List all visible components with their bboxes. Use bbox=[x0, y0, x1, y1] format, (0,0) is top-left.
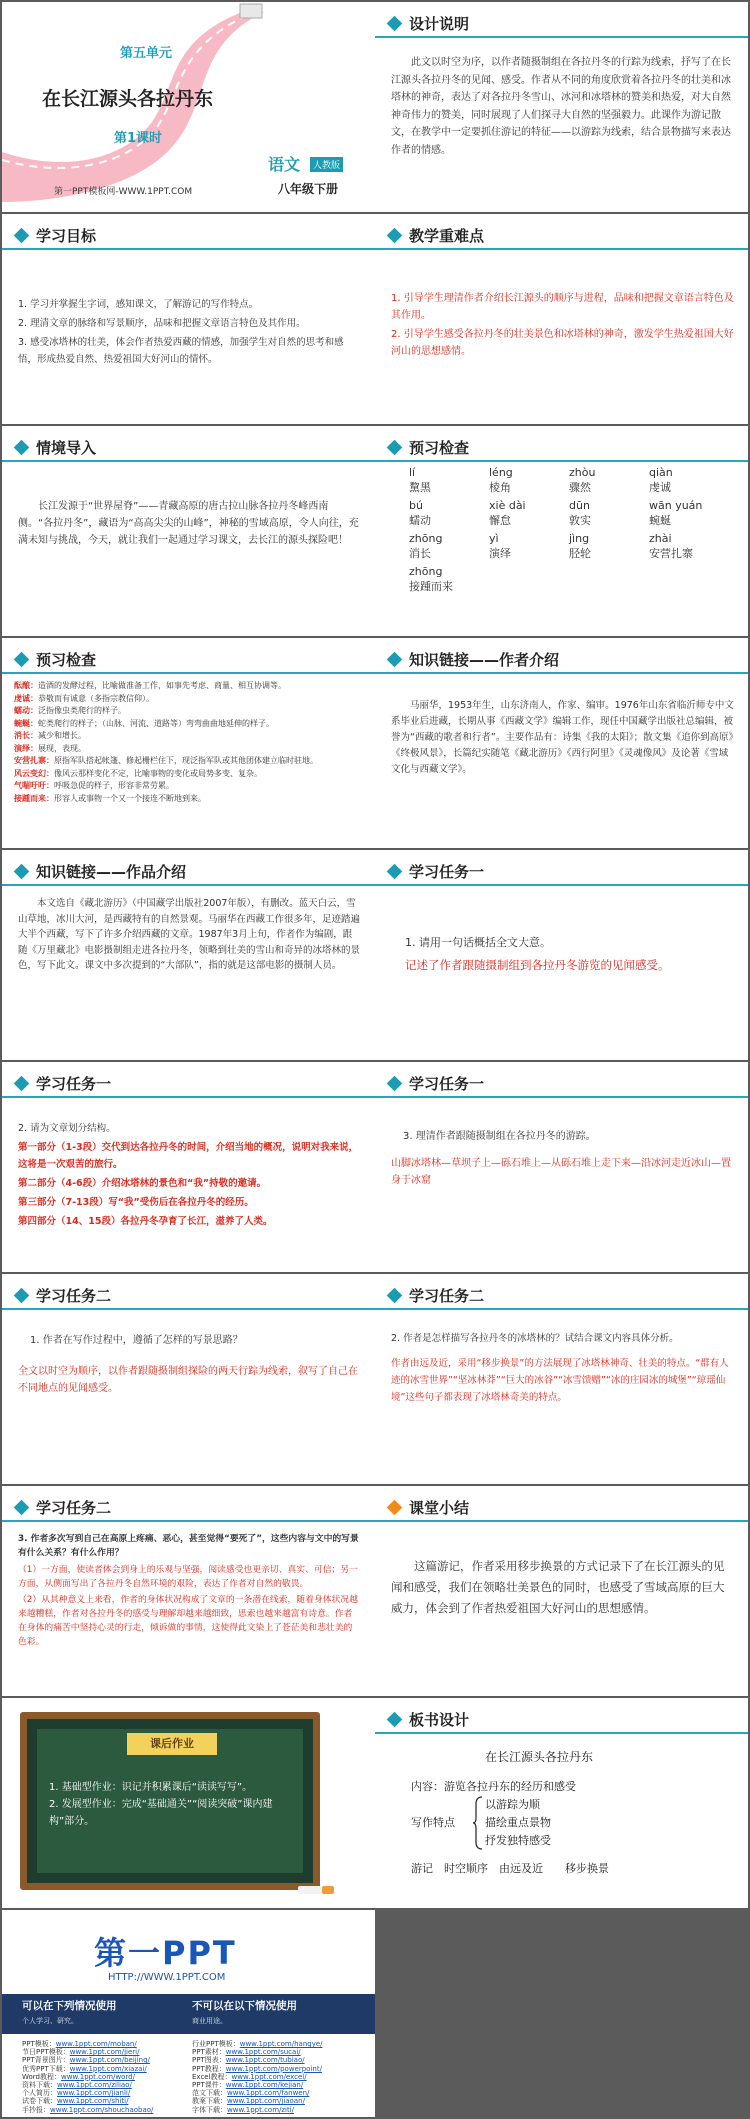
structure-part: 第四部分（14、15段）各拉丹冬孕育了长江，滋养了人类。 bbox=[18, 1216, 273, 1227]
chalkboard bbox=[20, 1712, 320, 1890]
task-answer: （2）从其种意义上来看，作者的身体状况构成了文章的一条潜在线索，随着身体状况越来越糟糕，作者对各拉丹冬的感受与理解却越来越细致，思索也越来越富有诗意。作者在身体的痛苦中坚持心灵的行走，倾诉做的事情，这使得此文染上了苍茫美和悲壮美的色彩。 bbox=[18, 1595, 358, 1647]
slide-task1c[interactable] bbox=[375, 1062, 748, 1272]
link-row bbox=[22, 2106, 182, 2114]
board-title: 在长江源头各拉丹东 bbox=[485, 1750, 594, 1764]
pinyin-text: zhōng bbox=[409, 532, 443, 545]
definition: 减少和增长。 bbox=[38, 731, 86, 740]
link-label: 手抄报： bbox=[22, 2105, 50, 2114]
publisher-label: 人教版 bbox=[310, 157, 343, 172]
definition-item bbox=[14, 718, 367, 731]
pinyin-word bbox=[409, 565, 489, 594]
link-row bbox=[22, 2056, 182, 2064]
link-url[interactable]: www.1ppt.com/jiaoan/ bbox=[227, 2097, 305, 2106]
task-question: 3. 理清作者跟随摄制组在各拉丹冬的游踪。 bbox=[403, 1131, 596, 1142]
link-url[interactable]: www.1ppt.com/powerpoint/ bbox=[225, 2064, 322, 2073]
slide-heading: 板书设计 bbox=[409, 1711, 470, 1729]
term: 接踵而来： bbox=[14, 793, 54, 803]
board-footer: 游记 时空顺序 由远及近 移步换景 bbox=[411, 1862, 609, 1875]
task-question: 3. 作者多次写到自己在高原上疼痛、恶心，甚至觉得“要死了”，这些内容与文中的写景有什么关系？有什么作用？ bbox=[18, 1534, 359, 1558]
hanzi-text: 安营扎寨 bbox=[649, 547, 693, 560]
slide-header bbox=[375, 1496, 748, 1522]
diamond-icon bbox=[387, 864, 403, 880]
term: 风云变幻： bbox=[14, 768, 54, 778]
structure-part: 第一部分（1-3段）交代到达各拉丹冬的时间，介绍当地的概况，说明对我来说，这将是一次艰苦的旅行。 bbox=[18, 1142, 359, 1170]
pinyin-word bbox=[409, 499, 489, 528]
pinyin-text: dūn bbox=[569, 499, 590, 512]
slide-header bbox=[375, 1708, 748, 1734]
diamond-icon bbox=[387, 440, 403, 456]
pinyin-text: yì bbox=[489, 532, 499, 545]
task-answer: 记述了作者跟随摄制组到各拉丹冬游览的见闻感受。 bbox=[405, 958, 670, 972]
link-label: 行业PPT模板： bbox=[192, 2040, 240, 2048]
pinyin-text: lí bbox=[409, 466, 416, 479]
slide-heading: 设计说明 bbox=[409, 15, 470, 33]
term: 气喘吁吁： bbox=[14, 781, 54, 790]
link-label: PPT素材： bbox=[192, 2048, 226, 2057]
goal-item: 1. 学习并掌握生字词，感知课文，了解游记的写作特点。 bbox=[18, 299, 259, 310]
diamond-icon bbox=[387, 1076, 403, 1092]
slide-heading: 学习任务一 bbox=[36, 1075, 112, 1093]
unit-label: 第五单元 bbox=[120, 46, 173, 61]
pinyin-word bbox=[569, 466, 649, 495]
link-row bbox=[192, 2073, 362, 2081]
can-use-sub: 个人学习、研究。 bbox=[22, 2017, 78, 2025]
term: 蜿蜒： bbox=[14, 718, 38, 728]
hanzi-text: 演绎 bbox=[489, 547, 511, 560]
diamond-icon bbox=[387, 16, 403, 32]
slide-task2b[interactable] bbox=[375, 1274, 748, 1484]
link-label: PPT背景图片： bbox=[22, 2056, 70, 2065]
slide-header bbox=[2, 860, 375, 886]
pinyin-text: qiàn bbox=[649, 466, 673, 479]
definition: 恭敬而有诚意（多指宗教信仰）。 bbox=[38, 693, 154, 703]
hanzi-text: 骤然 bbox=[569, 481, 591, 494]
slide-heading: 知识链接——作品介绍 bbox=[36, 863, 187, 881]
pinyin-word bbox=[649, 499, 729, 528]
link-row bbox=[192, 2065, 362, 2073]
slide-task2c[interactable] bbox=[2, 1486, 375, 1696]
lesson-number: 第1课时 bbox=[114, 131, 163, 146]
definition: 展现，表现。 bbox=[38, 743, 86, 753]
link-label: 教案下载： bbox=[192, 2097, 227, 2106]
goal-item: 3. 感受冰塔林的壮美，体会作者热爱西藏的情感，加强学生对自然的思考和感悟，形成热爱自然、热爱祖国大好河山的情怀。 bbox=[18, 337, 344, 365]
link-label: 字体下载： bbox=[192, 2105, 227, 2114]
slide-header bbox=[375, 648, 748, 674]
diamond-icon bbox=[387, 1500, 403, 1516]
pinyin-word bbox=[649, 466, 729, 495]
slide-header bbox=[2, 1284, 375, 1310]
slide-preview-pinyin[interactable] bbox=[375, 426, 748, 636]
definition: 造酒的发酵过程，比喻做准备工作，如事先考虑、商量、相互协调等。 bbox=[38, 681, 286, 690]
slide-heading: 学习目标 bbox=[36, 227, 97, 245]
link-label: 范文下载： bbox=[192, 2089, 227, 2098]
task-answer: 全文以时空为顺序，以作者跟随摄制组探险的两天行踪为线索，叙写了自己在不同地点的见闻感受。 bbox=[18, 1366, 358, 1394]
slide-ppt-ad[interactable] bbox=[2, 1910, 375, 2117]
link-row bbox=[192, 2106, 362, 2114]
slide-header bbox=[375, 224, 748, 250]
definition: 泛指像虫类爬行的样子。 bbox=[38, 706, 126, 715]
term: 演绎： bbox=[14, 743, 38, 753]
diamond-icon bbox=[387, 1288, 403, 1304]
link-label: 节日PPT模板： bbox=[22, 2048, 70, 2057]
slide-heading: 学习任务二 bbox=[36, 1499, 112, 1517]
brace-icon bbox=[473, 1796, 483, 1850]
empty-area bbox=[375, 1910, 748, 2117]
hanzi-text: 蠕动 bbox=[409, 514, 431, 527]
link-list-right bbox=[192, 2040, 362, 2114]
link-label: 资料下载： bbox=[22, 2081, 57, 2090]
diamond-icon bbox=[14, 1500, 30, 1516]
link-url[interactable]: www.1ppt.com/ziti/ bbox=[227, 2105, 295, 2114]
slide-header bbox=[2, 1496, 375, 1522]
diamond-icon bbox=[14, 1288, 30, 1304]
slide-heading: 课堂小结 bbox=[409, 1499, 470, 1517]
link-row bbox=[22, 2081, 182, 2089]
task-question: 2. 请为文章划分结构。 bbox=[18, 1123, 116, 1134]
cannot-use-title: 不可以在以下情况使用 bbox=[192, 2000, 297, 2012]
subject-label: 语文 bbox=[268, 155, 301, 174]
intro-text: 长江发源于“世界屋脊”——青藏高原的唐古拉山脉各拉丹冬峰西南侧。“各拉丹冬”，藏语为“高高尖尖的山峰”，神秘的雪域高原，令人向往，充满未知与挑战，今天，就让我们一起通过学习课文，去长江的源头探险吧！ bbox=[18, 501, 359, 546]
slide-task1a[interactable] bbox=[375, 850, 748, 1060]
pinyin-text: xiè dài bbox=[489, 499, 526, 512]
lesson-title: 在长江源头各拉丹东 bbox=[42, 88, 214, 110]
hanzi-text: 接踵而来 bbox=[409, 580, 453, 593]
slide-heading: 情境导入 bbox=[36, 439, 97, 457]
diamond-icon bbox=[387, 652, 403, 668]
hanzi-text: 虔诚 bbox=[649, 481, 671, 494]
definition: 形容人或事物一个又一个接连不断地到来。 bbox=[54, 793, 206, 803]
link-list-left bbox=[22, 2040, 182, 2114]
definition-item bbox=[14, 780, 367, 793]
link-label: PPT课件： bbox=[192, 2081, 226, 2090]
link-row bbox=[192, 2040, 362, 2048]
link-url[interactable]: www.1ppt.com/beijing/ bbox=[69, 2056, 150, 2065]
slide-header bbox=[2, 648, 375, 674]
term: 酝酿： bbox=[14, 681, 38, 690]
homework-tag: 课后作业 bbox=[127, 1733, 217, 1755]
slide-author[interactable] bbox=[375, 638, 748, 848]
slide-board[interactable] bbox=[375, 1698, 748, 1908]
link-label: 个人简历： bbox=[22, 2089, 57, 2098]
hanzi-text: 棱角 bbox=[489, 481, 511, 494]
definition: 像风云那样变化不定，比喻事物的变化或局势多变、复杂。 bbox=[54, 768, 262, 778]
hanzi-text: 敦实 bbox=[569, 514, 591, 527]
definition: 呼吸急促的样子，形容非常劳累。 bbox=[54, 781, 174, 790]
slide-heading: 学习任务一 bbox=[409, 1075, 485, 1093]
watermark-text: 第一PPT模板网-WWW.1PPT.COM bbox=[54, 187, 193, 197]
hanzi-text: 黧黑 bbox=[409, 481, 431, 494]
slide-title[interactable] bbox=[2, 2, 375, 212]
structure-part: 第三部分（7-13段）写“我”受伤后在各拉丹冬的经历。 bbox=[18, 1197, 254, 1208]
key-point-item: 1. 引导学生理清作者介绍长江源头的顺序与进程，品味和把握文章语言特色及其作用。 bbox=[391, 293, 734, 321]
slide-heading: 学习任务二 bbox=[409, 1287, 485, 1305]
pinyin-text: zhōng bbox=[409, 565, 443, 578]
ppt-url: HTTP://WWW.1PPT.COM bbox=[108, 1972, 226, 1983]
can-use-title: 可以在下列情况使用 bbox=[22, 2000, 117, 2012]
link-row bbox=[22, 2040, 182, 2048]
link-row bbox=[192, 2056, 362, 2064]
definition-item bbox=[14, 768, 367, 781]
pinyin-word bbox=[409, 532, 489, 561]
slide-header bbox=[375, 12, 748, 38]
hanzi-text: 懈怠 bbox=[489, 514, 511, 527]
ppt-logo: 第一PPT bbox=[94, 1934, 237, 1972]
link-url[interactable]: www.1ppt.com/kejian/ bbox=[225, 2081, 304, 2090]
slide-heading: 学习任务一 bbox=[409, 863, 485, 881]
homework-item: 1. 基础型作业：识记并积累课后“读读写写”。 bbox=[49, 1782, 253, 1793]
task-question: 1. 请用一句话概括全文大意。 bbox=[405, 936, 551, 949]
pinyin-text: zhài bbox=[649, 532, 672, 545]
link-url[interactable]: www.1ppt.com/tubiao/ bbox=[225, 2056, 305, 2065]
link-url[interactable]: www.1ppt.com/moban/ bbox=[55, 2040, 137, 2048]
ad-banner bbox=[2, 1994, 375, 2034]
feature-label: 写作特点 bbox=[411, 1816, 455, 1829]
link-row bbox=[22, 2097, 182, 2105]
slide-header bbox=[2, 224, 375, 250]
task-question: 2. 作者是怎样描写各拉丹冬的冰塔林的？试结合课文内容具体分析。 bbox=[391, 1333, 679, 1344]
design-text: 此文以时空为序，以作者随摄制组在各拉丹冬的行踪为线索，抒写了在长江源头各拉丹冬的见闻、感受。作者从不同的角度欣赏着各拉丹冬的壮美和冰塔林的神奇，表达了对各拉丹冬雪山、冰河和冰塔林的赞美和热爱，对大自然神奇伟力的赞美，同时展现了人们探寻大自然的坚强毅力。此课作为游记散文，在教学中一定要抓住游记的特征——以游踪为线索，结合景物描写来表达作者的情感。 bbox=[391, 57, 731, 156]
slide-heading: 预习检查 bbox=[36, 651, 97, 669]
definition-item bbox=[14, 793, 367, 806]
slide-key-points[interactable] bbox=[375, 214, 748, 424]
link-url[interactable]: www.1ppt.com/excel/ bbox=[231, 2072, 307, 2081]
link-url[interactable]: www.1ppt.com/fanwen/ bbox=[227, 2089, 310, 2098]
slide-intro[interactable] bbox=[2, 426, 375, 636]
summary-text: 这篇游记，作者采用移步换景的方式记录下了在长江源头的见闻和感受，我们在领略壮美景色的同时，也感受了雪域高原的巨大威力，体会到了作者热爱祖国大好河山的思想感情。 bbox=[391, 1559, 725, 1615]
link-label: PPT教程： bbox=[192, 2064, 226, 2073]
link-url[interactable]: www.1ppt.com/hangye/ bbox=[239, 2040, 323, 2048]
diamond-icon bbox=[14, 1076, 30, 1092]
link-label: 优秀PPT下载： bbox=[22, 2064, 70, 2073]
slide-design[interactable] bbox=[375, 2, 748, 212]
pinyin-word bbox=[489, 532, 569, 561]
pinyin-text: bú bbox=[409, 499, 423, 512]
pinyin-text: léng bbox=[489, 466, 513, 479]
pinyin-text: wān yuán bbox=[649, 499, 703, 512]
link-label: PPT图表： bbox=[192, 2056, 226, 2065]
task-answer: （1）一方面，使读者体会到身上的乐观与坚强，阅读感受也更亲切、真实、可信；另一方面，从侧面写出了各拉丹冬自然环境的艰险，表达了作者对自然的敬畏。 bbox=[18, 1565, 358, 1589]
slide-heading: 教学重难点 bbox=[409, 227, 485, 245]
slide-heading: 预习检查 bbox=[409, 439, 470, 457]
slide-heading: 知识链接——作者介绍 bbox=[409, 651, 560, 669]
definition-item bbox=[14, 693, 367, 706]
pinyin-word bbox=[649, 532, 729, 561]
key-point-item: 2. 引导学生感受各拉丹冬的壮美景色和冰塔林的神奇，激发学生热爱祖国大好河山的思想感情。 bbox=[391, 329, 734, 357]
pinyin-word bbox=[489, 499, 569, 528]
link-url[interactable]: www.1ppt.com/shouchaobao/ bbox=[50, 2105, 154, 2114]
link-row bbox=[192, 2081, 362, 2089]
slide-header bbox=[2, 436, 375, 462]
slide-goals[interactable] bbox=[2, 214, 375, 424]
definition-item bbox=[14, 680, 367, 693]
pinyin-word bbox=[569, 532, 649, 561]
feature-item: 抒发独特感受 bbox=[485, 1834, 551, 1847]
goal-item: 2. 理清文章的脉络和写景顺序，品味和把握文章语言特色及其作用。 bbox=[18, 318, 306, 329]
task-question: 1. 作者在写作过程中，遵循了怎样的写景思路？ bbox=[30, 1335, 243, 1346]
link-url[interactable]: www.1ppt.com/ziliao/ bbox=[57, 2081, 132, 2090]
chalk-icon bbox=[298, 1882, 338, 1898]
definition-item bbox=[14, 730, 367, 743]
link-url[interactable]: www.1ppt.com/jieri/ bbox=[69, 2048, 140, 2057]
link-label: PPT模板： bbox=[22, 2040, 56, 2048]
definition: 蛇类爬行的样子；（山脉、河流、道路等）弯弯曲曲地延伸的样子。 bbox=[38, 718, 274, 728]
slide-header bbox=[375, 1284, 748, 1310]
link-url[interactable]: www.1ppt.com/xiazai/ bbox=[69, 2064, 147, 2073]
slide-header bbox=[375, 1072, 748, 1098]
hanzi-text: 蜿蜒 bbox=[649, 514, 671, 527]
slide-summary[interactable] bbox=[375, 1486, 748, 1696]
definition: 原指军队搭起帐篷、修起栅栏住下，现泛指军队或其他团体建立临时驻地。 bbox=[54, 756, 318, 765]
link-label: Excel教程： bbox=[192, 2072, 232, 2081]
definition-list bbox=[14, 680, 367, 805]
slide-task1b[interactable] bbox=[2, 1062, 375, 1272]
pinyin-word bbox=[409, 466, 489, 495]
diamond-icon bbox=[387, 228, 403, 244]
slide-preview-definitions[interactable] bbox=[2, 638, 375, 848]
term: 消长： bbox=[14, 731, 38, 740]
link-url[interactable]: www.1ppt.com/word/ bbox=[61, 2072, 135, 2081]
cannot-use-sub: 商业用途。 bbox=[192, 2017, 227, 2025]
diamond-icon bbox=[14, 440, 30, 456]
link-url[interactable]: www.1ppt.com/sucai/ bbox=[225, 2048, 301, 2057]
link-row bbox=[22, 2065, 182, 2073]
term: 虔诚： bbox=[14, 693, 38, 703]
link-row bbox=[22, 2073, 182, 2081]
slide-work[interactable] bbox=[2, 850, 375, 1060]
slide-header bbox=[2, 1072, 375, 1098]
hanzi-text: 胫轮 bbox=[569, 547, 591, 560]
diamond-icon bbox=[14, 864, 30, 880]
feature-item: 描绘重点景物 bbox=[485, 1816, 551, 1829]
pinyin-text: jìng bbox=[569, 532, 590, 545]
work-text: 本文选自《藏北游历》（中国藏学出版社2007年版），有删改。蓝天白云，雪山草地，冰川大河，是西藏特有的自然景观。马丽华在西藏工作很多年，足迹踏遍大半个西藏，写下了许多介绍西藏的文章。1987年3月上旬，作者作为编剧，跟随《万里藏北》电影摄制组走进各拉丹冬，领略到壮美的雪山和奇异的冰塔林的景色，写下此文。课文中多次提到的“大部队”，指的就是这部电影的摄制人员。 bbox=[18, 898, 361, 971]
slide-header bbox=[375, 436, 748, 462]
diamond-icon bbox=[14, 652, 30, 668]
link-row bbox=[192, 2097, 362, 2105]
pinyin-word bbox=[569, 499, 649, 528]
structure-part: 第二部分（4-6段）介绍冰塔林的景色和“我”持敬的邀请。 bbox=[18, 1178, 267, 1189]
link-url[interactable]: www.1ppt.com/shiti/ bbox=[57, 2097, 129, 2106]
definition-item bbox=[14, 705, 367, 718]
board-content: 内容：游览各拉丹东的经历和感受 bbox=[411, 1780, 576, 1793]
link-label: Word教程： bbox=[22, 2072, 61, 2081]
definition-item bbox=[14, 743, 367, 756]
diamond-icon bbox=[387, 1712, 403, 1728]
task-answer: 作者由远及近，采用“移步换景”的方法展现了冰塔林神奇、壮美的特点。“群有人迹的冰雪世界”“坚冰林莽”“巨大的冰谷”“冰雪馈赠”“冰的庄园冰的城堡”“琼瑶仙境”这些句子都表现了冰塔林奇美的特点。 bbox=[391, 1358, 729, 1403]
link-url[interactable]: www.1ppt.com/jianli/ bbox=[57, 2089, 131, 2098]
definition-item bbox=[14, 755, 367, 768]
task-answer: 山脚冰塔林—草坝子上—砾石堆上—从砾石堆上走下来—沿冰河走近冰山—置身于冰窟 bbox=[391, 1158, 731, 1186]
author-text: 马丽华，1953年生，山东济南人，作家、编审。1976年山东省临沂师专中文系毕业后进藏，长期从事《西藏文学》编辑工作，现任中国藏学出版社总编辑，被誉为“西藏的歌者和行者”。主要作品有：诗集《我的太阳》；散文集《追你到高原》《终极风景》，长篇纪实随笔《藏北游历》《西行阿里》《灵魂像风》及论著《雪域文化与西藏文学》。 bbox=[391, 700, 734, 775]
slide-task2a[interactable] bbox=[2, 1274, 375, 1484]
homework-item: 2. 发展型作业：完成“基础通关”“阅读突破”课内建构”部分。 bbox=[49, 1799, 273, 1827]
slide-heading: 学习任务二 bbox=[36, 1287, 112, 1305]
grade-label: 八年级下册 bbox=[278, 182, 339, 196]
diamond-icon bbox=[14, 228, 30, 244]
pinyin-grid bbox=[409, 466, 729, 594]
hanzi-text: 消长 bbox=[409, 547, 431, 560]
slide-homework[interactable] bbox=[2, 1698, 375, 1908]
link-label: 试卷下载： bbox=[22, 2097, 57, 2106]
term: 安营扎寨： bbox=[14, 756, 54, 765]
term: 蠕动： bbox=[14, 706, 38, 715]
slide-header bbox=[375, 860, 748, 886]
feature-item: 以游踪为顺 bbox=[485, 1798, 540, 1811]
pinyin-word bbox=[489, 466, 569, 495]
pinyin-text: zhòu bbox=[569, 466, 596, 479]
